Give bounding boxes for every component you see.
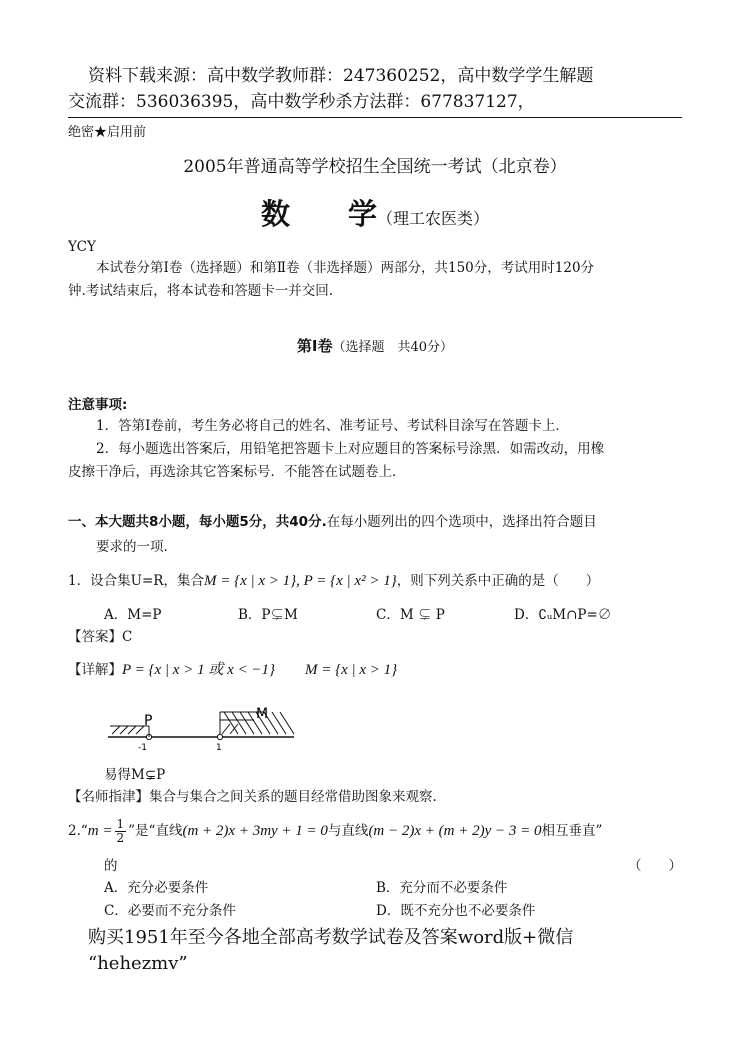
intro-line-2: 钟.考试结束后，将本试卷和答题卡一并交回. [68,283,334,299]
q2-suffix: 相互垂直” [541,823,603,839]
q2-line-1: (m + 2)x + 3my + 1 = 0 [182,823,328,839]
q1-prefix: 1．设合集U=R，集合 [68,573,204,589]
q1-detail [68,659,397,681]
q1-easy: 易得M⊊P [104,767,166,783]
subject-sub: （理工农医类） [377,209,490,228]
part1-heading [68,335,682,356]
q2-option-d: D．既不充分也不必要条件 [376,903,536,919]
q2-option-c: C．必要而不充分条件 [104,903,236,919]
part1-title: 第Ⅰ卷 [296,337,333,355]
footer-line-2: “hehezmv” [88,953,188,974]
m-endpoint [217,734,222,739]
q1-answer: 【答案】C [68,629,133,645]
q2-line-2: (m − 2)x + (m + 2)y − 3 = 0 [368,823,542,839]
notice-item-2a: 2．每小题选出答案后，用铅笔把答题卡上对应题目的答案标号涂黑．如需改动，用橡 [96,441,605,457]
notice-item-1: 1．答第Ⅰ卷前，考生务必将自己的姓名、准考证号、考试科目涂写在答题卡上． [96,418,569,434]
tick-1: 1 [216,743,222,753]
q2-frac-den: 2 [116,831,125,845]
q2-mid2: 与直线 [327,823,369,839]
q1-detail-label: 【详解】 [68,662,122,678]
secret-label: 绝密★启用前 [68,125,147,140]
subject-main: 数 学 [260,197,377,231]
q2-option-a: A．充分必要条件 [104,880,209,896]
q1-detail-p: P = {x | x > 1 或 x < −1} [122,662,275,678]
q1-stem [68,570,599,592]
part1-sub: （选择题 共40分） [332,340,454,355]
q2-frac-num: 1 [116,817,125,831]
ycy-label: YCY [68,239,96,255]
section1-bold: 一、本大题共8小题，每小题5分，共40分. [68,514,327,530]
subject-title [68,192,682,233]
header-rule [68,117,682,118]
notice-item-2b: 皮擦干净后，再选涂其它答案标号．不能答在试题卷上． [68,464,406,480]
q1-option-c: C．M ⊊ P [376,607,445,623]
q1-sets: M = {x | x > 1}, P = {x | x² > 1} [203,573,397,589]
label-p: P [144,713,153,729]
q2-mid: ”是“直线 [128,823,183,839]
section1-rest: 在每小题列出的四个选项中，选择出符合题目 [326,514,597,530]
exam-title: 2005年普通高等学校招生全国统一考试（北京卷） [183,157,567,177]
banner-line-2: 交流群：536036395，高中数学秒杀方法群：677837127， [68,92,535,112]
notice-title: 注意事项: [68,397,128,413]
q1-option-b: B．P⊊M [238,607,298,623]
q1-detail-m: M = {x | x > 1} [304,662,398,678]
section1-line-2: 要求的一项. [96,539,168,555]
q1-option-d: D．∁ᵤM∩P=∅ [514,607,612,623]
label-m: M [256,706,269,722]
q2-option-b: B．充分而不必要条件 [376,880,508,896]
q1-suffix: ，则下列关系中正确的是（ ） [396,573,600,589]
q1-option-a: A．M=P [104,607,162,623]
section1-heading [68,511,597,533]
q2-m-eq: m = [87,823,113,839]
q2-stem [68,816,602,846]
banner-line-1: 资料下载来源：高中数学教师群：247360252，高中数学学生解题 [88,66,594,86]
q1-tip-label: 【名师指津】 [68,789,149,805]
number-line-diagram [104,704,304,756]
intro-line-1: 本试卷分第Ⅰ卷（选择题）和第Ⅱ卷（非选择题）两部分，共150分，考试用时120分 [96,260,595,276]
tick-neg1: -1 [138,743,147,753]
footer-line-1: 购买1951年至今各地全部高考数学试卷及答案word版+微信 [88,927,574,948]
q2-fraction [115,818,127,845]
q1-tip-text: 集合与集合之间关系的题目经常借助图象来观察. [149,789,437,805]
q2-prefix: 2.“ [68,823,88,839]
q2-paren: （ ） [628,858,682,874]
q1-tip [68,786,437,808]
q2-de: 的 [104,858,118,874]
